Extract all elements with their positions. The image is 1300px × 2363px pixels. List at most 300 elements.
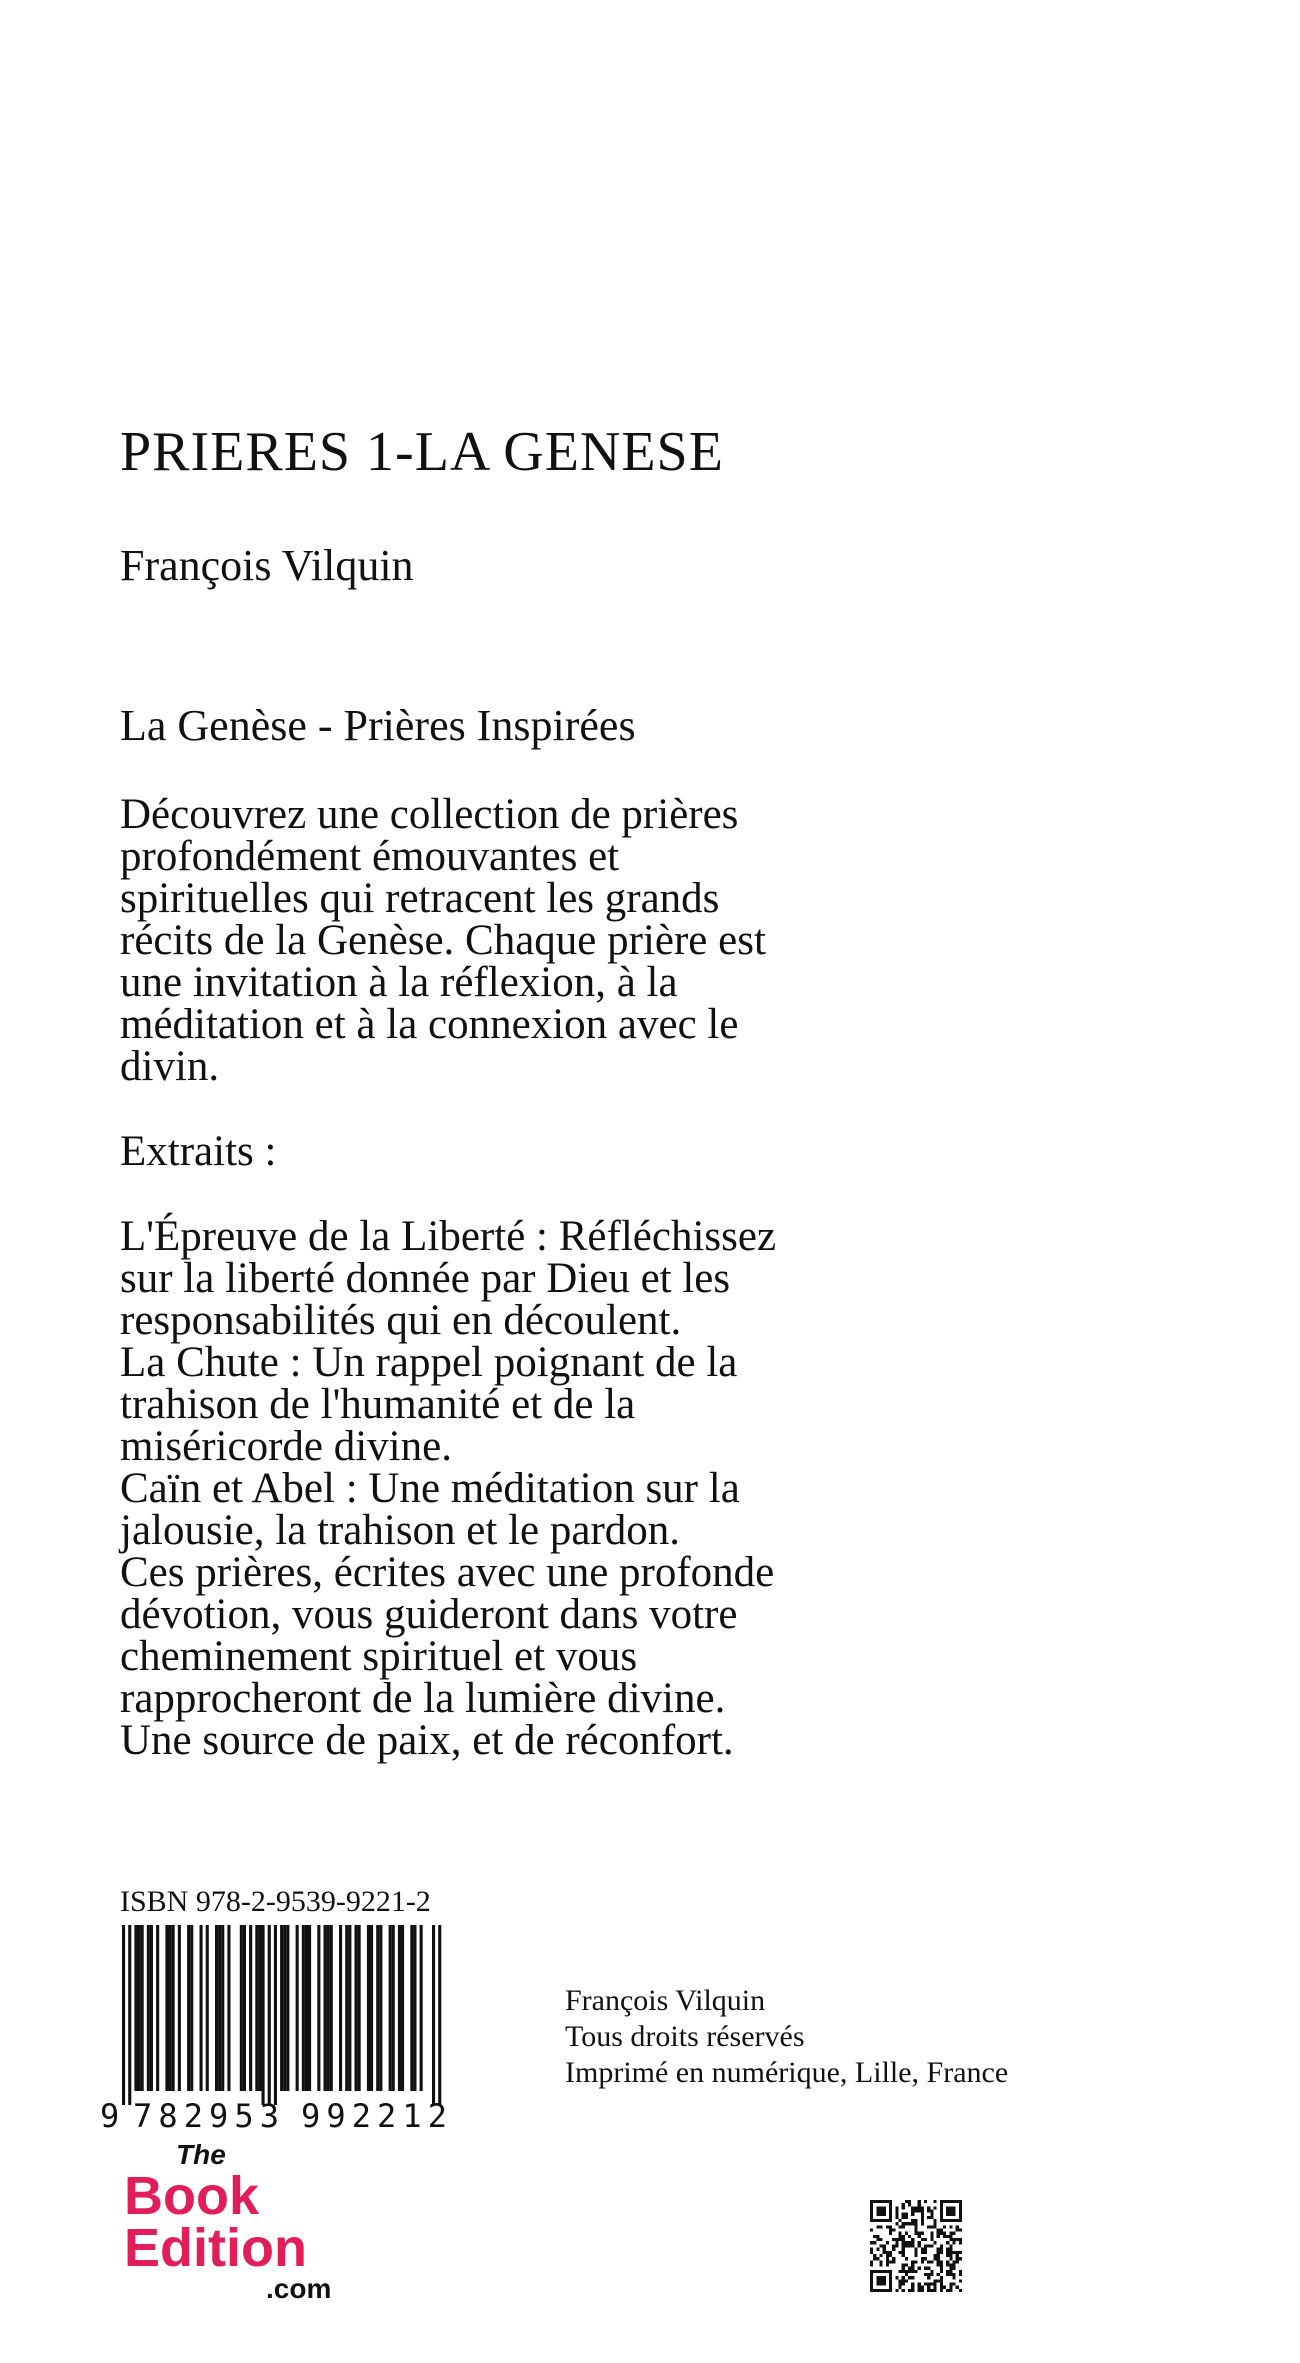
qr-cell <box>883 2206 886 2209</box>
barcode-bar <box>165 1925 168 2091</box>
barcode-bar <box>243 1925 246 2091</box>
qr-cell <box>940 2286 943 2289</box>
qr-cell <box>952 2267 955 2270</box>
barcode-bar <box>206 1925 209 2091</box>
extraits-heading: Extraits : <box>120 1128 277 1175</box>
qr-cell <box>940 2248 943 2251</box>
qr-cell <box>946 2248 949 2251</box>
qr-cell <box>927 2210 930 2213</box>
qr-cell <box>895 2213 898 2216</box>
text-line: responsabilités qui en découlent. <box>120 1297 682 1344</box>
qr-cell <box>918 2286 921 2289</box>
qr-cell <box>930 2210 933 2213</box>
qr-cell <box>949 2267 952 2270</box>
qr-cell <box>949 2282 952 2285</box>
qr-cell <box>889 2282 892 2285</box>
text-line: profondément émouvantes et <box>120 833 620 880</box>
qr-cell <box>870 2248 873 2251</box>
qr-cell <box>870 2260 873 2263</box>
qr-cell <box>908 2222 911 2225</box>
barcode-bar <box>392 1925 395 2091</box>
qr-cell <box>892 2238 895 2241</box>
qr-cell <box>959 2213 962 2216</box>
qr-cell <box>889 2216 892 2219</box>
qr-cell <box>937 2257 940 2260</box>
qr-cell <box>911 2210 914 2213</box>
qr-cell <box>924 2200 927 2203</box>
barcode-bar <box>324 1925 327 2091</box>
qr-cell <box>946 2273 949 2276</box>
qr-cell <box>921 2232 924 2235</box>
qr-cell <box>899 2279 902 2282</box>
barcode-digits-left: 782953 <box>133 2097 279 2135</box>
qr-cell <box>886 2219 889 2222</box>
qr-cell <box>905 2232 908 2235</box>
qr-cell <box>876 2279 879 2282</box>
qr-cell <box>889 2289 892 2292</box>
qr-cell <box>933 2282 936 2285</box>
qr-cell <box>946 2213 949 2216</box>
qr-cell <box>921 2216 924 2219</box>
qr-cell <box>927 2273 930 2276</box>
qr-cell <box>902 2241 905 2244</box>
qr-cell <box>933 2254 936 2257</box>
qr-cell <box>949 2273 952 2276</box>
qr-cell <box>902 2251 905 2254</box>
text-line: Caïn et Abel : Une méditation sur la <box>120 1465 740 1512</box>
qr-cell <box>880 2260 883 2263</box>
qr-cell <box>886 2289 889 2292</box>
barcode-bar <box>138 1925 141 2091</box>
qr-cell <box>943 2200 946 2203</box>
qr-cell <box>952 2282 955 2285</box>
qr-cell <box>930 2235 933 2238</box>
qr-cell <box>946 2263 949 2266</box>
qr-cell <box>921 2289 924 2292</box>
qr-cell <box>899 2225 902 2228</box>
qr-cell <box>940 2229 943 2232</box>
qr-cell <box>949 2235 952 2238</box>
qr-cell <box>870 2286 873 2289</box>
qr-cell <box>952 2276 955 2279</box>
qr-cell <box>905 2216 908 2219</box>
qr-cell <box>889 2203 892 2206</box>
qr-cell <box>918 2241 921 2244</box>
qr-cell <box>918 2200 921 2203</box>
barcode-bar <box>348 1925 351 2091</box>
barcode-bar <box>215 1925 218 2091</box>
qr-cell <box>927 2206 930 2209</box>
qr-cell <box>959 2203 962 2206</box>
qr-cell <box>937 2235 940 2238</box>
qr-cell <box>880 2244 883 2247</box>
qr-cell <box>911 2270 914 2273</box>
qr-cell <box>927 2225 930 2228</box>
qr-cell <box>905 2273 908 2276</box>
qr-cell <box>940 2206 943 2209</box>
qr-cell <box>918 2244 921 2247</box>
qr-cell <box>959 2206 962 2209</box>
barcode-bar <box>339 1925 342 2091</box>
qr-cell <box>914 2206 917 2209</box>
qr-cell <box>880 2254 883 2257</box>
qr-cell <box>949 2232 952 2235</box>
qr-cell <box>949 2213 952 2216</box>
qr-cell <box>924 2251 927 2254</box>
qr-cell <box>880 2206 883 2209</box>
barcode-bar <box>147 1925 150 2091</box>
text-line: miséricorde divine. <box>120 1423 452 1470</box>
barcode-bar <box>379 1925 382 2091</box>
qr-cell <box>952 2232 955 2235</box>
qr-cell <box>952 2219 955 2222</box>
barcode-bar <box>227 1925 230 2091</box>
qr-cell <box>956 2260 959 2263</box>
qr-cell <box>911 2238 914 2241</box>
qr-cell <box>914 2232 917 2235</box>
barcode-bar <box>327 1925 330 2091</box>
qr-cell <box>911 2286 914 2289</box>
qr-cell <box>889 2213 892 2216</box>
barcode-bar <box>317 1925 320 2091</box>
barcode-bar <box>274 1925 277 2105</box>
qr-cell <box>883 2219 886 2222</box>
qr-cell <box>880 2276 883 2279</box>
barcode-bar <box>345 1925 348 2091</box>
qr-cell <box>959 2273 962 2276</box>
qr-cell <box>902 2289 905 2292</box>
qr-cell <box>940 2213 943 2216</box>
book-author: François Vilquin <box>120 541 414 590</box>
qr-cell <box>940 2260 943 2263</box>
barcode-bar <box>169 1925 172 2091</box>
qr-cell <box>924 2282 927 2285</box>
barcode-bar <box>280 1925 283 2091</box>
qr-cell <box>914 2270 917 2273</box>
qr-cell <box>914 2225 917 2228</box>
qr-cell <box>886 2263 889 2266</box>
qr-cell <box>914 2222 917 2225</box>
qr-cell <box>943 2235 946 2238</box>
qr-cell <box>889 2210 892 2213</box>
qr-code <box>870 2200 962 2292</box>
qr-cell <box>889 2273 892 2276</box>
qr-cell <box>902 2267 905 2270</box>
qr-cell <box>908 2276 911 2279</box>
qr-cell <box>880 2200 883 2203</box>
barcode-bar <box>296 1925 299 2091</box>
qr-cell <box>921 2206 924 2209</box>
qr-cell <box>908 2203 911 2206</box>
qr-cell <box>902 2213 905 2216</box>
qr-cell <box>911 2244 914 2247</box>
qr-cell <box>940 2203 943 2206</box>
qr-cell <box>930 2273 933 2276</box>
qr-cell <box>949 2200 952 2203</box>
qr-cell <box>921 2260 924 2263</box>
qr-cell <box>902 2222 905 2225</box>
qr-cell <box>918 2206 921 2209</box>
barcode-bar <box>262 1925 265 2105</box>
qr-cell <box>873 2270 876 2273</box>
qr-cell <box>940 2232 943 2235</box>
qr-cell <box>921 2257 924 2260</box>
qr-cell <box>956 2254 959 2257</box>
qr-cell <box>914 2229 917 2232</box>
barcode-bar <box>367 1925 370 2091</box>
qr-cell <box>946 2254 949 2257</box>
text-line: Ces prières, écrites avec une profonde <box>120 1549 775 1596</box>
qr-cell <box>908 2267 911 2270</box>
qr-cell <box>902 2270 905 2273</box>
qr-cell <box>937 2229 940 2232</box>
qr-cell <box>902 2216 905 2219</box>
qr-cell <box>895 2210 898 2213</box>
qr-cell <box>876 2257 879 2260</box>
qr-cell <box>895 2206 898 2209</box>
qr-cell <box>902 2235 905 2238</box>
qr-cell <box>927 2286 930 2289</box>
qr-cell <box>876 2219 879 2222</box>
qr-cell <box>870 2219 873 2222</box>
qr-cell <box>949 2206 952 2209</box>
qr-cell <box>952 2241 955 2244</box>
qr-cell <box>956 2251 959 2254</box>
barcode-bar <box>258 1925 261 2091</box>
qr-cell <box>902 2248 905 2251</box>
qr-cell <box>899 2235 902 2238</box>
qr-cell <box>889 2229 892 2232</box>
qr-cell <box>880 2279 883 2282</box>
qr-cell <box>940 2276 943 2279</box>
qr-cell <box>949 2289 952 2292</box>
qr-cell <box>870 2206 873 2209</box>
qr-cell <box>895 2276 898 2279</box>
barcode-bars <box>122 1925 441 2105</box>
barcode-bar <box>200 1925 203 2091</box>
qr-cell <box>930 2238 933 2241</box>
barcode-bar <box>268 1925 271 2105</box>
qr-cell <box>870 2279 873 2282</box>
qr-cell <box>949 2248 952 2251</box>
qr-cell <box>946 2219 949 2222</box>
qr-cell <box>908 2244 911 2247</box>
barcode <box>100 1925 490 2135</box>
qr-cell <box>892 2248 895 2251</box>
qr-cell <box>883 2200 886 2203</box>
extraits-paragraph <box>120 1213 1020 1764</box>
qr-cell <box>952 2260 955 2263</box>
qr-cell <box>876 2206 879 2209</box>
qr-cell <box>876 2213 879 2216</box>
qr-cell <box>870 2229 873 2232</box>
qr-cell <box>946 2270 949 2273</box>
qr-cell <box>905 2257 908 2260</box>
qr-cell <box>952 2238 955 2241</box>
qr-cell <box>930 2244 933 2247</box>
qr-cell <box>876 2238 879 2241</box>
barcode-bar <box>187 1925 190 2091</box>
qr-cell <box>956 2257 959 2260</box>
barcode-bar <box>221 1925 224 2091</box>
qr-cell <box>905 2241 908 2244</box>
qr-cell <box>940 2263 943 2266</box>
qr-cell <box>908 2235 911 2238</box>
qr-cell <box>905 2263 908 2266</box>
qr-cell <box>930 2289 933 2292</box>
qr-cell <box>892 2244 895 2247</box>
qr-cell <box>899 2286 902 2289</box>
qr-cell <box>946 2251 949 2254</box>
barcode-digits-right: 992212 <box>301 2097 447 2135</box>
qr-cell <box>880 2263 883 2266</box>
qr-cell <box>940 2219 943 2222</box>
text-line: une invitation à la réflexion, à la <box>120 959 678 1006</box>
qr-cell <box>902 2282 905 2285</box>
barcode-bar <box>401 1925 404 2091</box>
qr-cell <box>952 2200 955 2203</box>
qr-cell <box>873 2219 876 2222</box>
qr-cell <box>889 2206 892 2209</box>
qr-cell <box>952 2273 955 2276</box>
qr-cell <box>930 2213 933 2216</box>
qr-cell <box>921 2222 924 2225</box>
qr-cell <box>883 2213 886 2216</box>
qr-cell <box>883 2210 886 2213</box>
qr-cell <box>937 2279 940 2282</box>
qr-cell <box>902 2279 905 2282</box>
qr-cell <box>914 2251 917 2254</box>
qr-cell <box>886 2200 889 2203</box>
qr-cell <box>943 2286 946 2289</box>
qr-cell <box>937 2263 940 2266</box>
qr-cell <box>911 2241 914 2244</box>
qr-cell <box>895 2289 898 2292</box>
qr-cell <box>876 2235 879 2238</box>
qr-cell <box>876 2282 879 2285</box>
qr-cell <box>914 2219 917 2222</box>
qr-cell <box>933 2279 936 2282</box>
qr-cell <box>870 2270 873 2273</box>
qr-cell <box>921 2286 924 2289</box>
qr-cell <box>927 2260 930 2263</box>
qr-cell <box>889 2260 892 2263</box>
barcode-bar <box>240 1925 243 2091</box>
qr-cell <box>940 2270 943 2273</box>
text-line: dévotion, vous guideront dans votre <box>120 1591 738 1638</box>
qr-cell <box>940 2210 943 2213</box>
qr-cell <box>870 2213 873 2216</box>
qr-cell <box>959 2289 962 2292</box>
qr-cell <box>946 2260 949 2263</box>
barcode-bar <box>190 1925 193 2091</box>
text-line: trahison de l'humanité et de la <box>120 1381 636 1428</box>
barcode-bar <box>283 1925 286 2091</box>
qr-cell <box>959 2251 962 2254</box>
qr-cell <box>952 2251 955 2254</box>
qr-cell <box>880 2282 883 2285</box>
qr-cell <box>889 2232 892 2235</box>
qr-cell <box>905 2213 908 2216</box>
qr-cell <box>870 2216 873 2219</box>
qr-cell <box>886 2270 889 2273</box>
qr-cell <box>880 2225 883 2228</box>
qr-cell <box>956 2200 959 2203</box>
qr-cell <box>918 2203 921 2206</box>
qr-cell <box>880 2238 883 2241</box>
qr-cell <box>895 2222 898 2225</box>
qr-cell <box>886 2225 889 2228</box>
barcode-bar <box>255 1925 258 2091</box>
qr-cell <box>886 2254 889 2257</box>
qr-cell <box>921 2210 924 2213</box>
qr-cell <box>883 2276 886 2279</box>
qr-cell <box>905 2270 908 2273</box>
qr-cell <box>902 2203 905 2206</box>
qr-cell <box>892 2257 895 2260</box>
qr-cell <box>873 2241 876 2244</box>
barcode-bar <box>432 1925 435 2105</box>
qr-cell <box>937 2254 940 2257</box>
text-line: L'Épreuve de la Liberté : Réfléchissez <box>120 1213 777 1260</box>
qr-cell <box>943 2225 946 2228</box>
barcode-bar <box>218 1925 221 2091</box>
barcode-bar <box>370 1925 373 2091</box>
qr-cell <box>876 2289 879 2292</box>
barcode-bar <box>398 1925 401 2091</box>
qr-cell <box>937 2260 940 2263</box>
qr-cell <box>911 2213 914 2216</box>
qr-cell <box>956 2238 959 2241</box>
qr-cell <box>933 2286 936 2289</box>
qr-cell <box>952 2263 955 2266</box>
qr-cell <box>899 2251 902 2254</box>
qr-cell <box>908 2270 911 2273</box>
qr-cell <box>949 2210 952 2213</box>
qr-cell <box>889 2286 892 2289</box>
barcode-bar <box>305 1925 308 2091</box>
qr-cell <box>870 2282 873 2285</box>
barcode-bar <box>330 1925 333 2091</box>
qr-cell <box>908 2289 911 2292</box>
text-line: sur la liberté donnée par Dieu et les <box>120 1255 731 1302</box>
qr-cell <box>902 2238 905 2241</box>
qr-cell <box>937 2273 940 2276</box>
qr-cell <box>946 2210 949 2213</box>
qr-cell <box>886 2251 889 2254</box>
barcode-digit-first: 9 <box>100 2097 120 2135</box>
qr-cell <box>902 2254 905 2257</box>
qr-cell <box>918 2232 921 2235</box>
qr-cell <box>956 2219 959 2222</box>
qr-cell <box>918 2235 921 2238</box>
qr-cell <box>956 2225 959 2228</box>
qr-cell <box>886 2257 889 2260</box>
qr-cell <box>902 2225 905 2228</box>
barcode-bar <box>150 1925 153 2091</box>
qr-cell <box>911 2206 914 2209</box>
qr-cell <box>930 2232 933 2235</box>
qr-cell <box>959 2219 962 2222</box>
text-line: rapprocheront de la lumière divine. <box>120 1675 726 1722</box>
barcode-bar <box>302 1925 305 2091</box>
qr-cell <box>889 2219 892 2222</box>
barcode-bar <box>156 1925 159 2091</box>
text-line: méditation et à la connexion avec le <box>120 1001 739 1048</box>
qr-cell <box>918 2267 921 2270</box>
barcode-bar <box>420 1925 423 2091</box>
qr-cell <box>911 2263 914 2266</box>
